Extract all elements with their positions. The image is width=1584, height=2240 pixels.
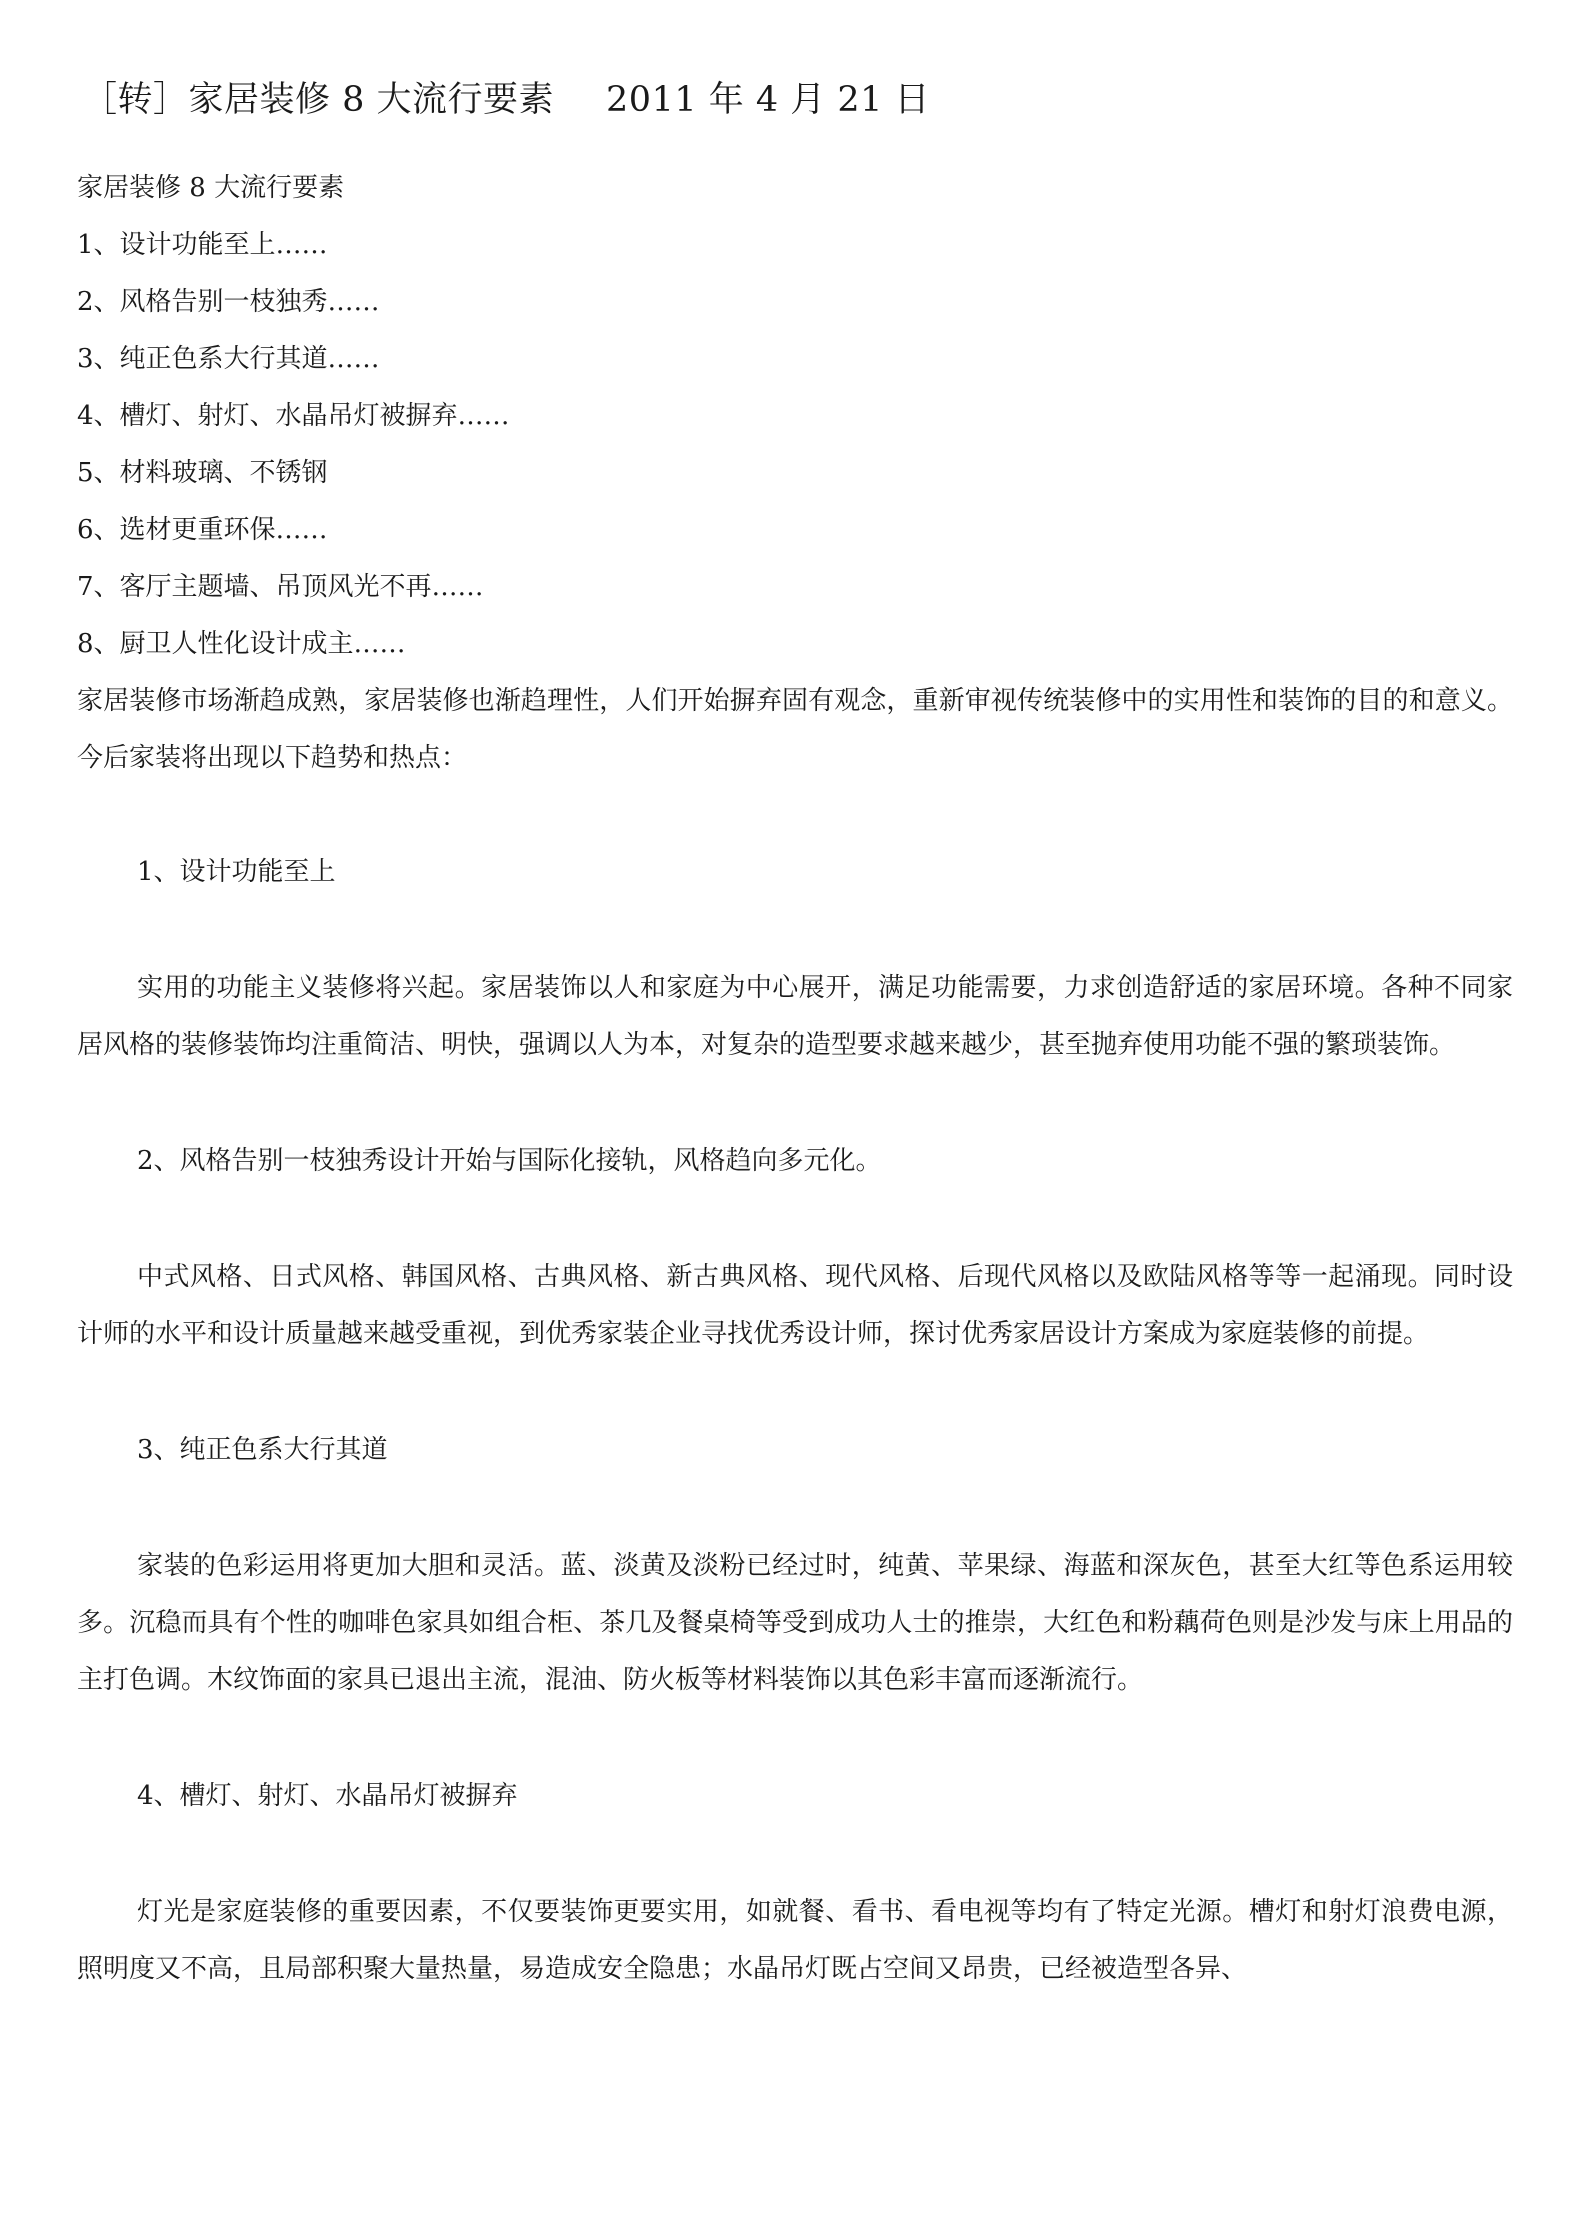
intro-item: 8、厨卫人性化设计成主……: [77, 629, 406, 659]
spacer: [77, 1825, 1513, 1884]
spacer: [77, 1074, 1513, 1133]
document-title: [82, 74, 930, 126]
intro-item: 5、材料玻璃、不锈钢: [77, 458, 328, 488]
intro-heading: 家居装修 8 大流行要素: [77, 173, 345, 203]
section-body: 家装的色彩运用将更加大胆和灵活。蓝、淡黄及淡粉已经过时，纯黄、苹果绿、海蓝和深灰色，甚至大红等色系运用较多。沉稳而具有个性的咖啡色家具如组合柜、茶几及餐桌椅等受到成功人士的推崇，大红色和粉藕荷色则是沙发与床上用品的主打色调。木纹饰面的家具已退出主流，混油、防火板等材料装饰以其色彩丰富而逐渐流行。: [77, 1551, 1513, 1695]
section-body: 灯光是家庭装修的重要因素，不仅要装饰更要实用，如就餐、看书、看电视等均有了特定光源。槽灯和射灯浪费电源，照明度又不高，且局部积聚大量热量，易造成安全隐患；水晶吊灯既占空间又昂贵，已经被造型各异、: [77, 1897, 1513, 1984]
intro-item: 4、槽灯、射灯、水晶吊灯被摒弃……: [77, 401, 510, 431]
intro-item: 1、设计功能至上……: [77, 230, 328, 260]
intro-item: 6、选材更重环保……: [77, 515, 328, 545]
section-heading: 1、设计功能至上: [137, 857, 336, 887]
title-date: 2011 年 4 月 21 日: [606, 80, 931, 120]
spacer: [77, 1479, 1513, 1538]
section-heading: 2、风格告别一枝独秀设计开始与国际化接轨，风格趋向多元化。: [137, 1146, 882, 1176]
intro-item: 2、风格告别一枝独秀……: [77, 287, 380, 317]
spacer: [77, 1363, 1513, 1422]
document-body: [77, 160, 1513, 1998]
spacer: [77, 901, 1513, 960]
spacer: [77, 1190, 1513, 1249]
section-body: 中式风格、日式风格、韩国风格、古典风格、新古典风格、现代风格、后现代风格以及欧陆风格等等一起涌现。同时设计师的水平和设计质量越来越受重视，到优秀家装企业寻找优秀设计师，探讨优秀家居设计方案成为家庭装修的前提。: [77, 1262, 1513, 1349]
intro-item: 7、客厅主题墙、吊顶风光不再……: [77, 572, 484, 602]
section-heading: 3、纯正色系大行其道: [137, 1435, 388, 1465]
section-body: 实用的功能主义装修将兴起。家居装饰以人和家庭为中心展开，满足功能需要，力求创造舒适的家居环境。各种不同家居风格的装修装饰均注重简洁、明快，强调以人为本，对复杂的造型要求越来越少，甚至抛弃使用功能不强的繁琐装饰。: [77, 973, 1513, 1060]
title-text: ［转］家居装修 8 大流行要素: [82, 80, 555, 120]
section-heading: 4、槽灯、射灯、水晶吊灯被摒弃: [137, 1781, 518, 1811]
spacer: [77, 1709, 1513, 1768]
intro-item: 3、纯正色系大行其道……: [77, 344, 380, 374]
spacer: [77, 787, 1513, 844]
intro-summary: 家居装修市场渐趋成熟，家居装修也渐趋理性，人们开始摒弃固有观念，重新审视传统装修中的实用性和装饰的目的和意义。今后家装将出现以下趋势和热点：: [77, 686, 1513, 773]
